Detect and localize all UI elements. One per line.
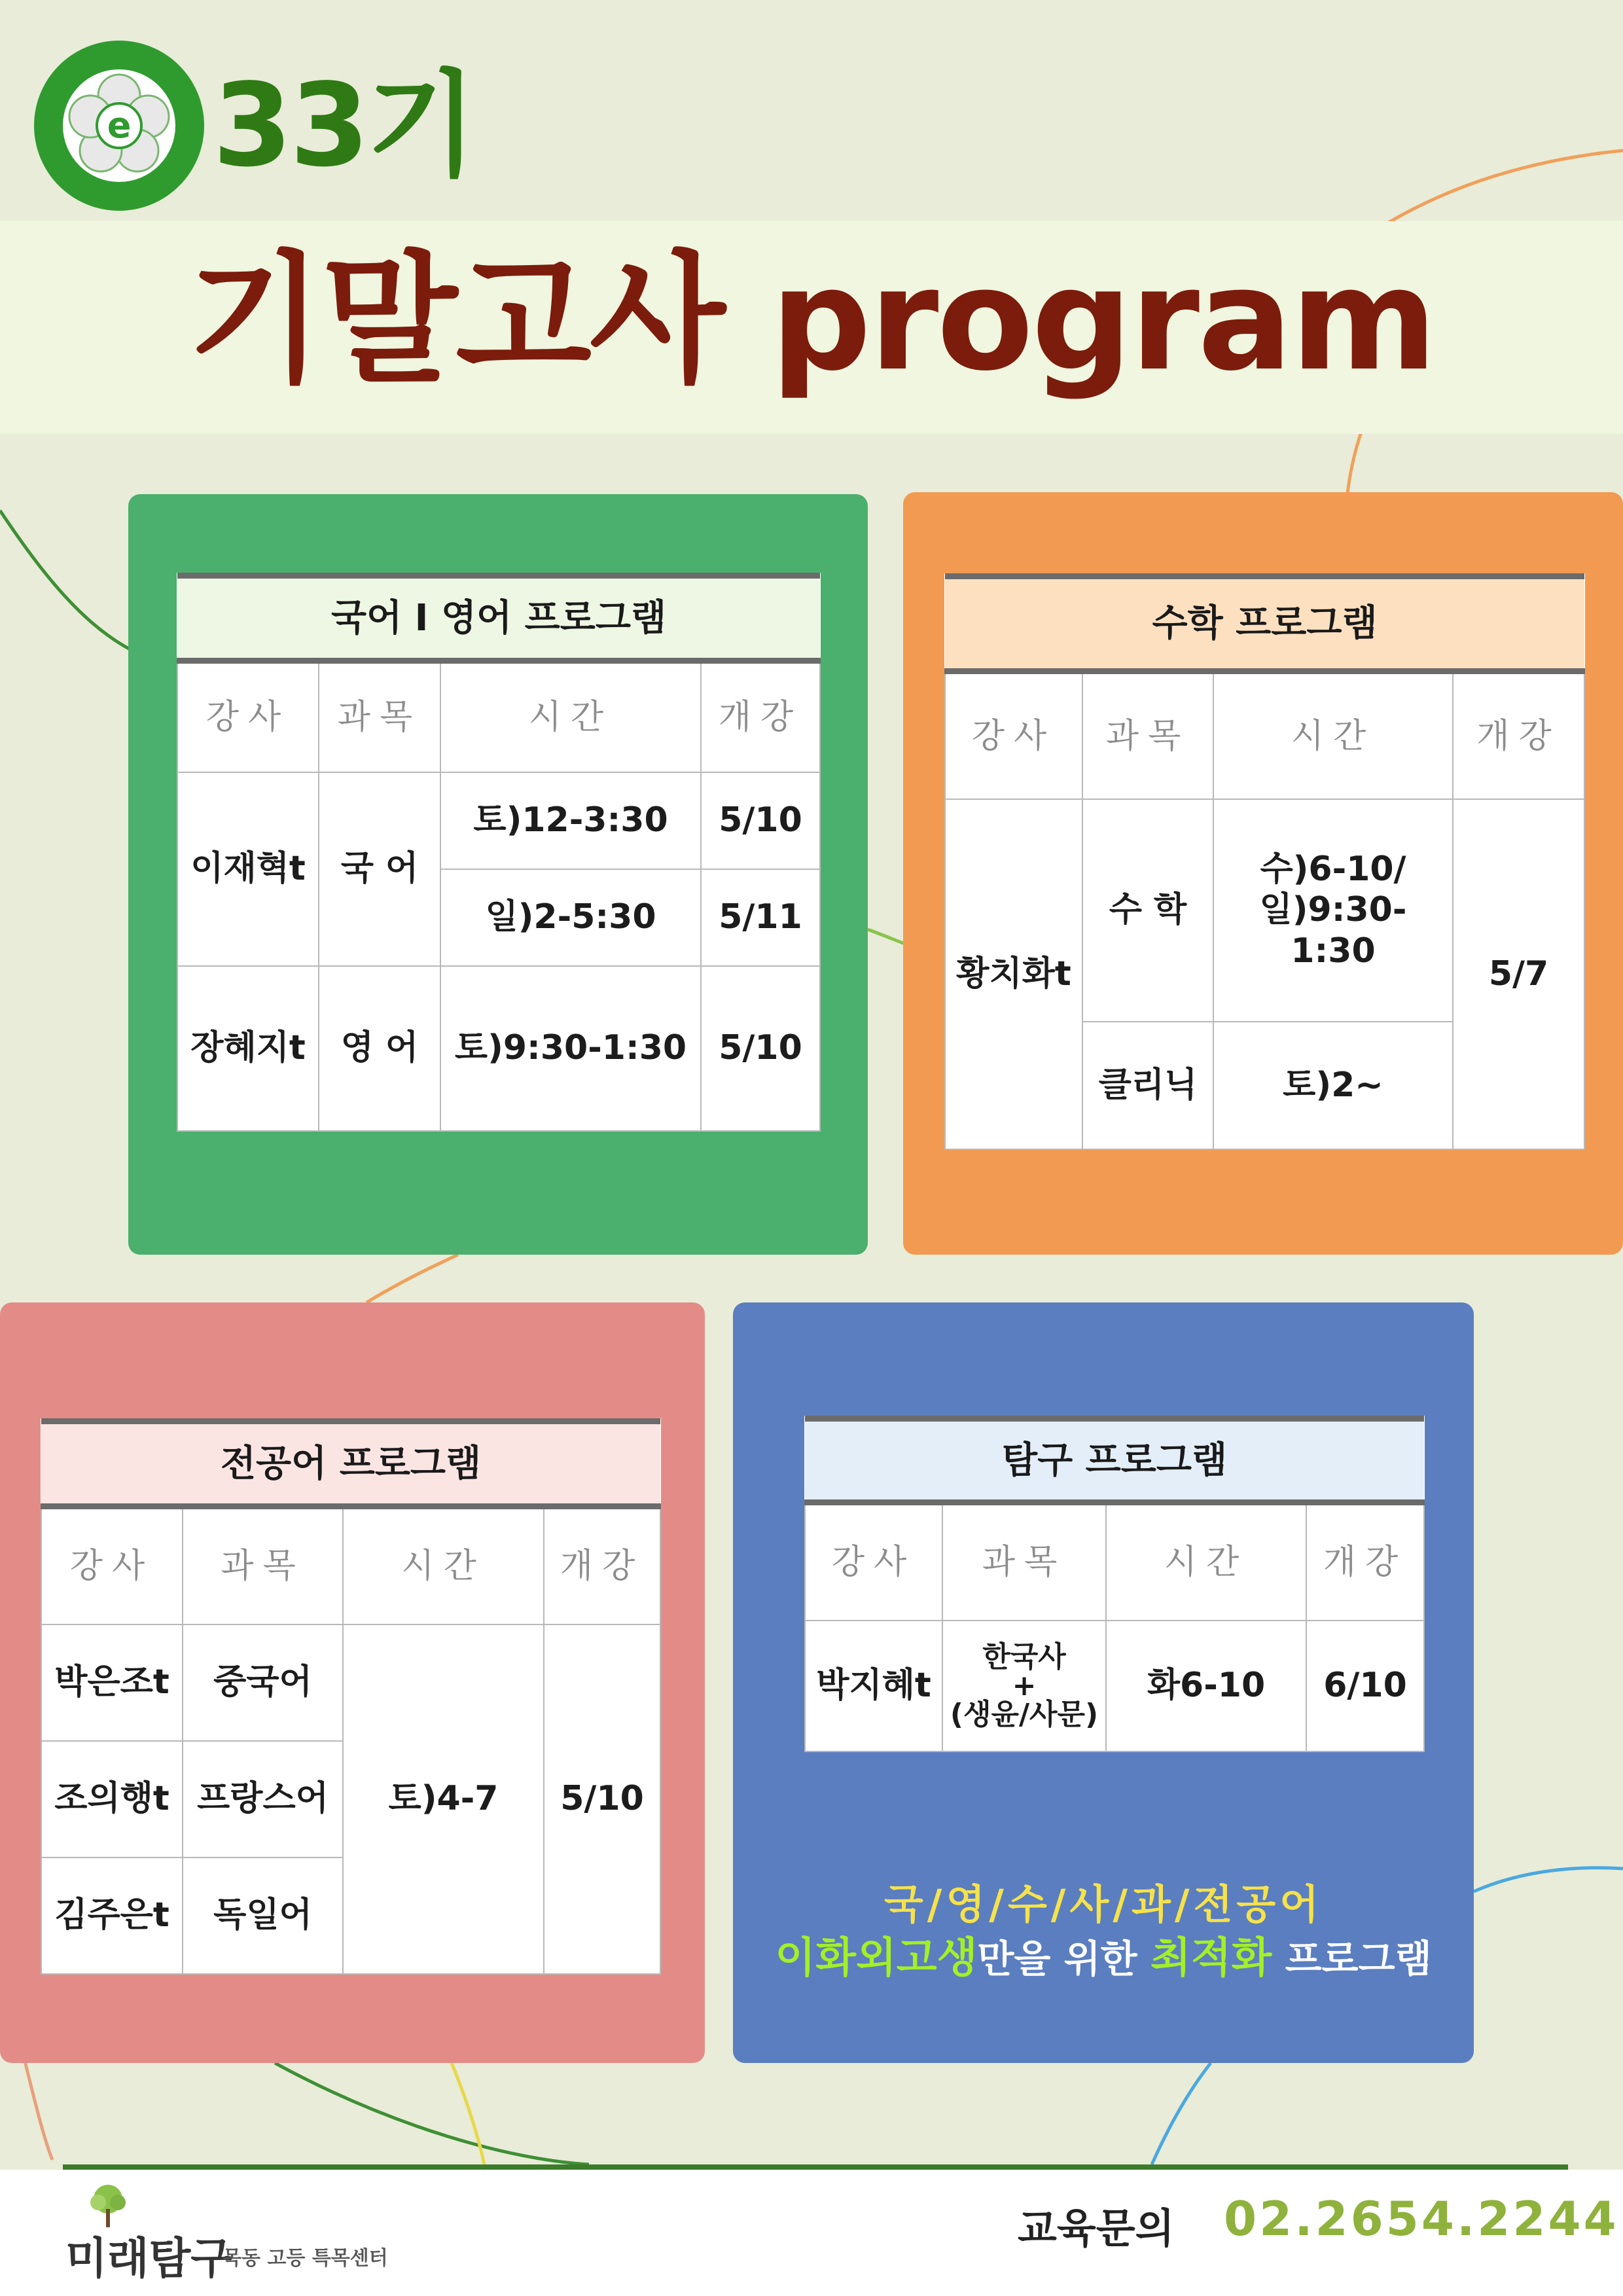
time-cell: 토)4-7 — [343, 1624, 544, 1974]
header-time: 시간 — [440, 661, 701, 772]
time-cell: 토)12-3:30 — [440, 772, 701, 869]
table-caption: 국어 I 영어 프로그램 — [177, 576, 820, 661]
header-teacher: 강사 — [945, 672, 1082, 799]
table-caption: 탐구 프로그램 — [805, 1419, 1424, 1503]
subject-cell: 국 어 — [319, 772, 440, 966]
svg-text:e: e — [107, 105, 132, 146]
header-subject: 과목 — [942, 1503, 1106, 1621]
subject-cell: 클리닉 — [1082, 1022, 1213, 1149]
time-cell: 수)6-10/ 일)9:30-1:30 — [1213, 799, 1453, 1022]
open-cell: 5/7 — [1453, 799, 1584, 1149]
header-teacher: 강사 — [41, 1507, 183, 1624]
time-cell: 일)2-5:30 — [440, 869, 701, 966]
teacher-cell: 김주은t — [41, 1857, 183, 1974]
header-open: 개강 — [544, 1507, 660, 1624]
subject-cell: 중국어 — [183, 1624, 343, 1741]
header-teacher: 강사 — [805, 1503, 942, 1621]
promo-highlight: 최적화 — [1150, 1933, 1272, 1982]
time-cell: 화6-10 — [1106, 1621, 1306, 1751]
subject-cell: 프랑스어 — [183, 1741, 343, 1857]
header-subject: 과목 — [183, 1507, 343, 1624]
open-cell: 5/11 — [701, 869, 820, 966]
subject-cell: 독일어 — [183, 1857, 343, 1974]
promo-tagline — [733, 1931, 1474, 1986]
header-teacher: 강사 — [177, 661, 319, 772]
time-cell: 토)2~ — [1213, 1022, 1453, 1149]
major-language-table — [41, 1418, 661, 1975]
brand-subtitle: 목동 고등 특목센터 — [223, 2247, 388, 2270]
open-cell: 5/10 — [701, 966, 820, 1131]
footer-divider — [63, 2164, 1568, 2170]
header-open: 개강 — [1453, 672, 1584, 799]
teacher-cell: 장혜지t — [177, 966, 319, 1131]
subject-cell: 한국사 + (생윤/사문) — [942, 1621, 1106, 1751]
inquiry-table — [804, 1416, 1425, 1752]
header-open: 개강 — [701, 661, 820, 772]
promo-subjects: 국/영/수/사/과/전공어 — [883, 1880, 1323, 1928]
brand-name: 미래탐구 — [65, 2233, 233, 2284]
promo-text-part: 만을 위한 — [977, 1936, 1150, 1981]
open-cell: 6/10 — [1306, 1621, 1424, 1751]
cohort-label: 33기 — [213, 60, 475, 192]
contact-label: 교육문의 — [1018, 2204, 1175, 2252]
school-logo — [33, 39, 206, 213]
tree-icon — [79, 2183, 137, 2229]
open-cell: 5/10 — [701, 772, 820, 869]
subject-cell: 수 학 — [1082, 799, 1213, 1022]
header-time: 시간 — [1213, 672, 1453, 799]
subject-cell: 영 어 — [319, 966, 440, 1131]
header-time: 시간 — [343, 1507, 544, 1624]
open-cell: 5/10 — [544, 1624, 660, 1974]
header-time: 시간 — [1106, 1503, 1306, 1621]
math-table — [944, 573, 1585, 1150]
teacher-cell: 이재혁t — [177, 772, 319, 966]
time-cell: 토)9:30-1:30 — [440, 966, 701, 1131]
table-caption: 수학 프로그램 — [945, 577, 1584, 672]
header-subject: 과목 — [1082, 672, 1213, 799]
promo-highlight: 이화외고생 — [775, 1933, 978, 1982]
table-caption: 전공어 프로그램 — [41, 1422, 660, 1507]
teacher-cell: 박지혜t — [805, 1621, 942, 1751]
teacher-cell: 황치화t — [945, 799, 1082, 1149]
contact-number[interactable]: 02.2654.2244 — [1224, 2191, 1619, 2246]
promo-text — [733, 1878, 1474, 1986]
teacher-cell: 조의행t — [41, 1741, 183, 1857]
teacher-cell: 박은조t — [41, 1624, 183, 1741]
header-subject: 과목 — [319, 661, 440, 772]
header-open: 개강 — [1306, 1503, 1424, 1621]
korean-english-table — [177, 573, 821, 1132]
promo-text-part: 프로그램 — [1272, 1936, 1432, 1981]
page-title: 기말고사 program — [187, 238, 1436, 402]
